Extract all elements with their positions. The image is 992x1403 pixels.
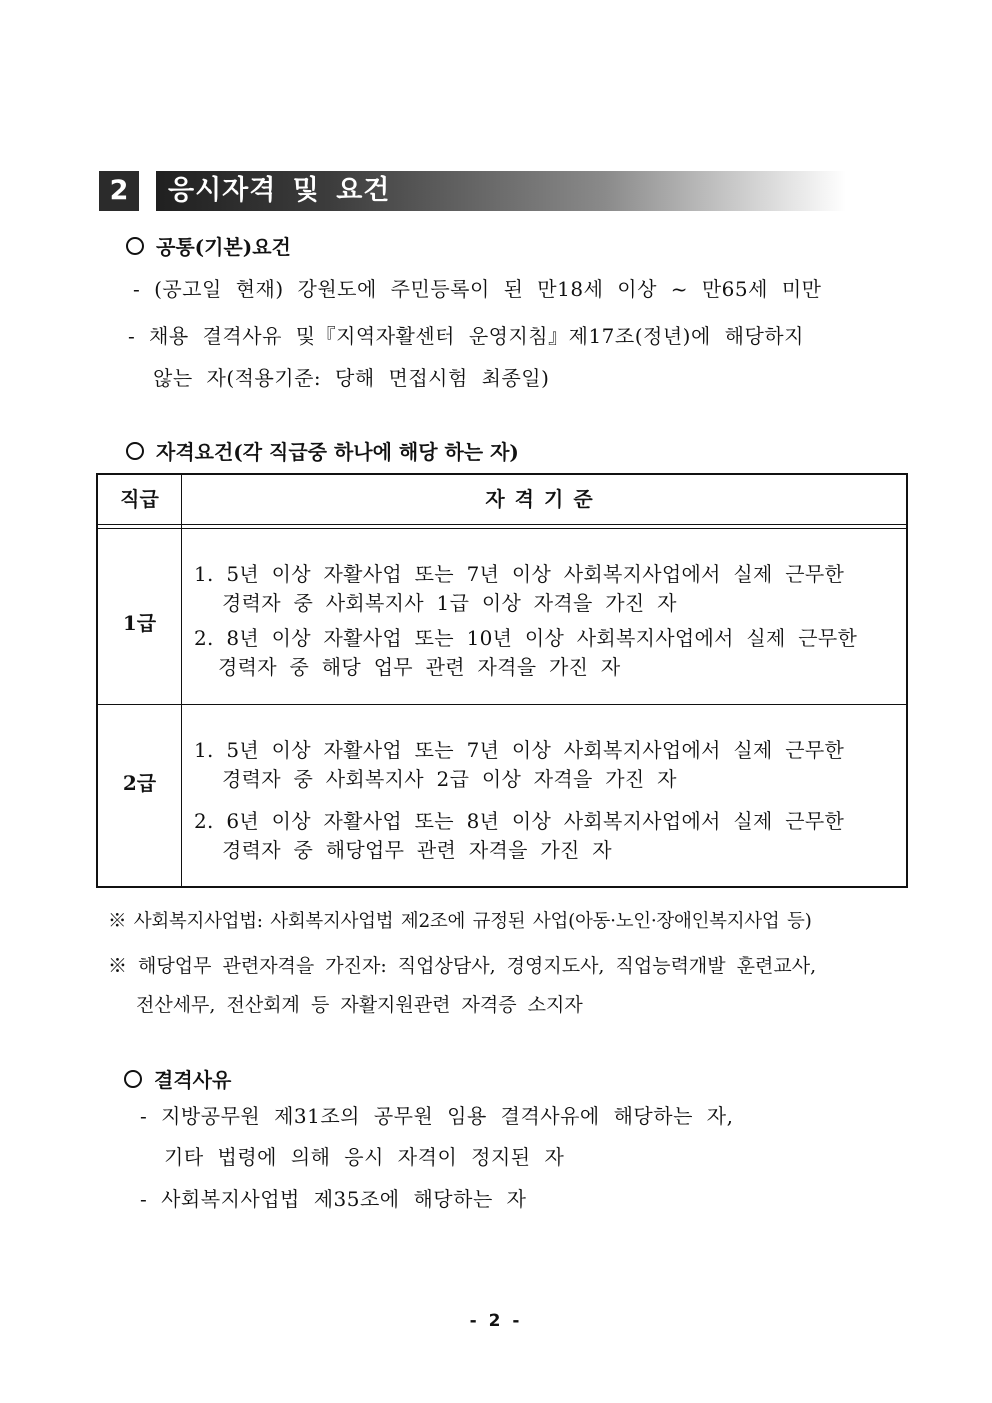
criteria-line: 2. 8년 이상 자활사업 또는 10년 이상 사회복지사업에서 실제 근무한 <box>194 626 858 650</box>
qualification-table <box>96 473 908 888</box>
common-line-3: 않는 자(적용기준: 당해 면접시험 최종일) <box>153 366 550 390</box>
criteria-line: 1. 5년 이상 자활사업 또는 7년 이상 사회복지사업에서 실제 근무한 <box>194 738 845 762</box>
section-number: 2 <box>99 171 139 211</box>
disqualification-heading: 결격사유 <box>124 1064 231 1093</box>
criteria-line: 경력자 중 사회복지사 1급 이상 자격을 가진 자 <box>222 591 677 615</box>
grade-1-criteria-1 <box>194 560 844 618</box>
criteria-line: 1. 5년 이상 자활사업 또는 7년 이상 사회복지사업에서 실제 근무한 <box>194 562 845 586</box>
table-header-criteria: 자격기준 <box>485 487 603 511</box>
criteria-line: 경력자 중 사회복지사 2급 이상 자격을 가진 자 <box>222 767 677 791</box>
criteria-line: 2. 6년 이상 자활사업 또는 8년 이상 사회복지사업에서 실제 근무한 <box>194 809 845 833</box>
table-row-separator <box>98 704 906 705</box>
disqualification-line-3: - 사회복지사업법 제35조에 해당하는 자 <box>140 1187 527 1211</box>
grade-1-criteria-2 <box>194 624 857 682</box>
grade-2-criteria-2 <box>194 807 844 865</box>
table-header-separator <box>98 524 906 529</box>
note-social-welfare-act: ※ 사회복지사업법: 사회복지사업법 제2조에 규정된 사업(아동·노인·장애인복지사업 등) <box>108 911 812 932</box>
disqualification-line-2: 기타 법령에 의해 응시 자격이 정지된 자 <box>164 1145 565 1169</box>
common-line-2: - 채용 결격사유 및『지역자활센터 운영지침』제17조(정년)에 해당하지 <box>128 324 804 348</box>
circle-bullet-icon <box>124 1070 142 1088</box>
grade-2-criteria-1 <box>194 736 844 794</box>
grade-2-label: 2급 <box>122 771 157 795</box>
common-line-1: - (공고일 현재) 강원도에 주민등록이 된 만18세 이상 ~ 만65세 미만 <box>133 277 822 301</box>
common-requirements-heading: 공통(기본)요건 <box>126 231 291 260</box>
circle-bullet-icon <box>126 237 144 255</box>
circle-bullet-icon <box>126 442 144 460</box>
disqualification-line-1: - 지방공무원 제31조의 공무원 임용 결격사유에 해당하는 자, <box>140 1104 734 1128</box>
note-related-qualifications-cont: 전산세무, 전산회계 등 자활지원관련 자격증 소지자 <box>136 994 583 1016</box>
qualification-heading: 자격요건(각 직급중 하나에 해당 하는 자) <box>126 436 519 465</box>
table-header-grade: 직급 <box>120 487 159 511</box>
page-number: - 2 - <box>469 1311 523 1331</box>
table-column-divider <box>181 475 182 886</box>
criteria-line: 경력자 중 해당업무 관련 자격을 가진 자 <box>222 838 612 862</box>
section-title: 응시자격 및 요건 <box>168 175 391 206</box>
note-related-qualifications: ※ 해당업무 관련자격을 가진자: 직업상담사, 경영지도사, 직업능력개발 훈련교사, <box>108 955 817 977</box>
criteria-line: 경력자 중 해당 업무 관련 자격을 가진 자 <box>218 655 621 679</box>
grade-1-label: 1급 <box>122 611 157 635</box>
